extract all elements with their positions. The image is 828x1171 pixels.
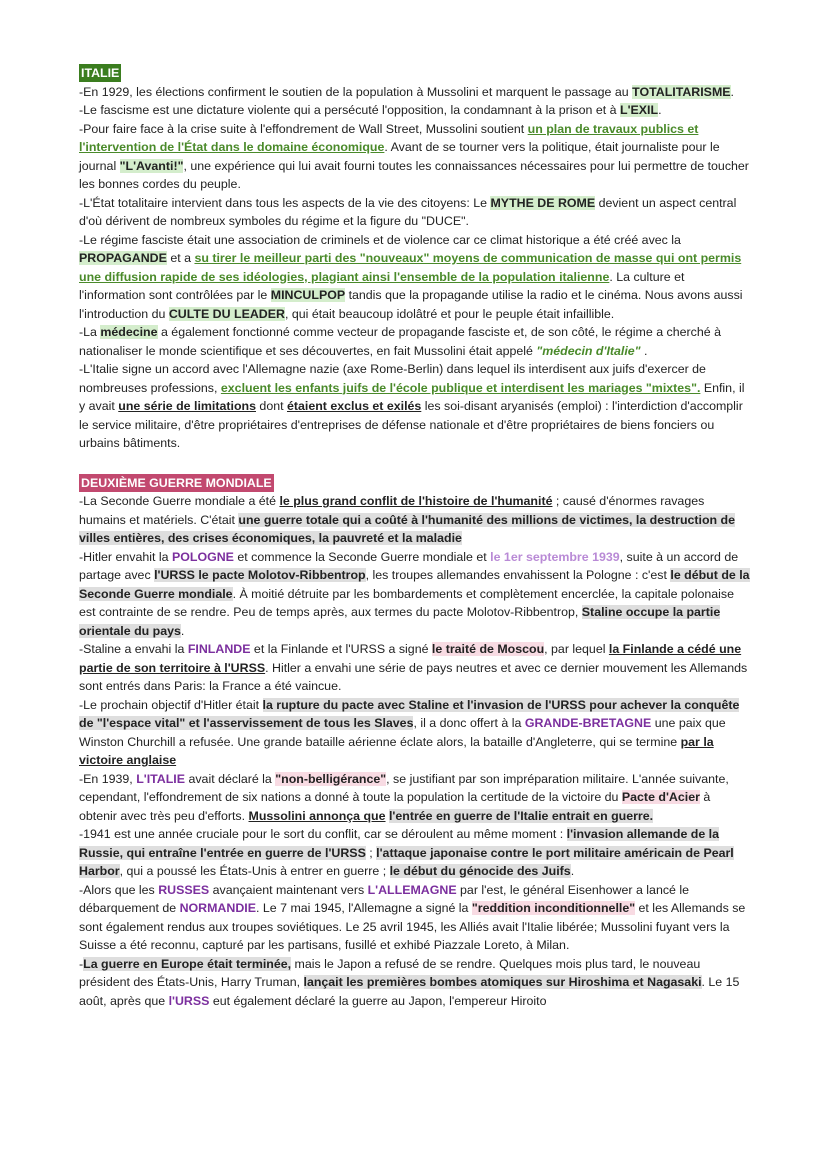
body-text: -1941 est une année cruciale pour le sort du conflit, car se déroulent au même moment :: [79, 827, 567, 841]
paragraph: [79, 323, 751, 360]
body-text: et les Allemands se sont également rendus aux troupes soviétiques. Le 25 avril 1945, les Alliés avait l'Italie libérée; Mussolini fuyant vers la Suisse a été reconnu, capturé par les partisans, fusillé et exhibé Piazzale Loreto, à Milan.: [79, 901, 746, 952]
body-text: -Le régime fasciste était une association de criminels et de violence car ce climat historique a été créé avec la: [79, 232, 681, 247]
emphasis-text: L'EXIL: [620, 103, 659, 117]
paragraph: [79, 101, 751, 120]
emphasis-text: "médecin d'Italie": [536, 343, 641, 358]
body-text: a également fonctionné comme vecteur de propagande fasciste et, de son côté, le régime a cherché à nationaliser le monde scientifique et ses découvertes, en fait Mussolini était appelé: [79, 325, 721, 358]
body-text: .: [180, 623, 185, 638]
body-text: -L'Italie signe un accord avec l'Allemagne nazie (axe Rome-Berlin) dans lequel ils interdisent aux juifs d'exercer de nombreuses professions,: [79, 362, 706, 395]
body-text: . Le 15 août, après que: [79, 975, 740, 1008]
paragraph: [79, 955, 751, 1011]
body-text: . Le 7 mai 1945, l'Allemagne a signé la: [256, 901, 472, 915]
body-text: , se justifiant par son impréparation militaire. L'année suivante, cependant, l'effondrement de six nations a donné à toute la population la certitude de la victoire du: [79, 771, 729, 804]
emphasis-text: L'ALLEMAGNE: [367, 882, 457, 897]
body-text: , qui était beaucoup idolâtré et pour le peuple était infaillible.: [284, 306, 615, 321]
emphasis-text: l'invasion allemande de la Russie, qui entraîne l'entrée en guerre de l'URSS: [79, 827, 720, 860]
body-text: -Le fascisme est une dictature violente qui a persécuté l'opposition, la condamnant à la prison et à: [79, 103, 620, 117]
body-text: -En 1939,: [79, 771, 137, 786]
body-text: avait déclaré la: [185, 771, 276, 786]
body-text: -: [79, 956, 84, 971]
emphasis-text: MYTHE DE ROME: [490, 195, 596, 210]
emphasis-text: excluent les enfants juifs de l'école publique et interdisent les mariages "mixtes".: [220, 380, 701, 395]
emphasis-text: "non-belligérance": [275, 771, 387, 786]
body-text: ; causé d'énormes ravages humains et matériels. C'était: [79, 494, 705, 527]
body-text: -Alors que les: [79, 882, 159, 897]
emphasis-text: CULTE DU LEADER: [168, 306, 285, 321]
body-text: .: [658, 103, 662, 117]
body-text: et a: [166, 251, 195, 265]
body-text: par l'est, le général Eisenhower a lancé le débarquement de: [79, 882, 690, 915]
emphasis-text: Mussolini annonça que: [248, 808, 386, 823]
section-title-italie: ITALIE: [81, 66, 120, 80]
body-text: avançaient maintenant vers: [209, 882, 368, 897]
emphasis-text: L'ITALIE: [136, 771, 186, 786]
emphasis-text: lançait les premières bombes atomiques sur Hiroshima et Nagasaki: [303, 975, 702, 989]
emphasis-text: le début de la Seconde Guerre mondiale: [79, 568, 750, 601]
body-text: .: [570, 864, 575, 878]
body-text: , les troupes allemandes envahissent la Pologne : c'est: [365, 568, 671, 582]
emphasis-text: une série de limitations: [118, 399, 256, 413]
body-text: -En 1929, les élections confirment le soutien de la population à Mussolini et marquent le passage au: [79, 84, 633, 99]
body-text: ".: [461, 214, 469, 228]
section-body-deuxieme-guerre: [79, 492, 751, 1010]
emphasis-text: le traité de Moscou: [431, 642, 545, 656]
body-text: et commence la Seconde Guerre mondiale et: [233, 549, 491, 564]
body-text: devient un aspect central d'où dérivent de nombreux symboles du régime et la figure du ": [79, 195, 737, 228]
body-text: , par lequel: [544, 642, 609, 656]
body-text: .: [730, 84, 734, 99]
body-text: -Hitler envahit la: [79, 549, 172, 564]
paragraph: [79, 881, 751, 955]
paragraph: [79, 825, 751, 881]
emphasis-text: l'entrée en guerre de l'Italie entrait en guerre.: [388, 808, 654, 823]
section-spacer: [79, 453, 751, 474]
body-text: -Pour faire face à la crise suite à l'effondrement de Wall Street, Mussolini soutient: [79, 121, 528, 136]
emphasis-text: une guerre totale qui a coûté à l'humanité des millions de victimes, la destruction de villes entières, des crises économiques, la pauvreté et la maladie: [79, 512, 736, 545]
emphasis-text: TOTALITARISME: [632, 84, 731, 99]
body-text: , il a donc offert à la: [413, 716, 525, 730]
body-text: . La culture et l'information sont contrôlées par le: [79, 269, 685, 302]
section-title-deuxieme-guerre: DEUXIÈME GUERRE MONDIALE: [81, 475, 272, 490]
emphasis-text: l'URSS: [168, 993, 210, 1008]
emphasis-text: Pacte d'Acier: [621, 790, 700, 804]
emphasis-text: GRANDE-BRETAGNE: [524, 716, 652, 730]
body-text: dont: [255, 399, 287, 413]
paragraph: [79, 696, 751, 770]
emphasis-text: "L'Avanti!": [119, 158, 184, 173]
body-text: ;: [365, 845, 377, 860]
paragraph: [79, 83, 751, 102]
emphasis-text: étaient exclus et exilés: [287, 399, 422, 413]
body-text: tandis que la propagande utilise la radio et le cinéma. Nous avons aussi l'introduction du: [79, 288, 743, 321]
body-text: . À moitié détruite par les bombardements et complètement encerclée, la capitale polonaise est contrainte de se rendre. Peu de temps après, aux termes du pacte Molotov-Ribbentrop,: [79, 586, 734, 619]
emphasis-text: l'URSS le pacte Molotov-Ribbentrop: [154, 568, 366, 582]
section-deuxieme-guerre: [79, 474, 751, 1011]
paragraph: [79, 492, 751, 548]
body-text: Enfin, il y avait: [79, 380, 745, 413]
body-text: eut également déclaré la guerre au Japon, l'empereur Hiroito: [209, 993, 547, 1008]
paragraph: [79, 360, 751, 453]
section-body-italie: [79, 83, 751, 453]
emphasis-text: MINCULPOP: [270, 288, 346, 302]
paragraph: [79, 120, 751, 194]
emphasis-text: RUSSES: [158, 882, 210, 897]
emphasis-text: le 1er septembre 1939: [490, 549, 620, 564]
body-text: , suite à un accord de partage avec: [79, 549, 739, 582]
document-page: [79, 64, 751, 1010]
body-text: -La: [79, 325, 101, 339]
emphasis-text: NORMANDIE: [179, 901, 256, 915]
body-text: . Hitler a envahi une série de pays neutres et avec ce dernier mouvement les Allemands sont entrés dans Paris: la France a été vaincue.: [79, 660, 748, 693]
emphasis-text: POLOGNE: [171, 549, 234, 564]
paragraph: [79, 770, 751, 826]
emphasis-text: FINLANDE: [187, 642, 251, 656]
body-text: et la Finlande et l'URSS a signé: [250, 642, 432, 656]
emphasis-text: par la victoire anglaise: [79, 734, 714, 767]
emphasis-text: PROPAGANDE: [79, 251, 167, 265]
emphasis-text: la rupture du pacte avec Staline et l'invasion de l'URSS pour achever la conquête de "l'espace vital" et l'asservissement de tous les Slaves: [79, 697, 740, 730]
emphasis-text: Staline occupe la partie orientale du pays: [79, 605, 721, 638]
emphasis-text: su tirer le meilleur parti des "nouveaux" moyens de communication de masse qui ont permis une diffusion rapide de ses idéologies, plagiant ainsi l'ensemble de la population italienne: [79, 251, 742, 284]
body-text: , une expérience qui lui avait fourni toutes les connaissances nécessaires pour lui permettre de toucher les bonnes cordes du peuple.: [79, 158, 749, 191]
paragraph: [79, 194, 751, 231]
emphasis-text: le plus grand conflit de l'histoire de l'humanité: [279, 494, 553, 508]
section-italie: [79, 64, 751, 453]
body-text: -Le prochain objectif d'Hitler était: [79, 697, 263, 712]
emphasis-text: la Finlande a cédé une partie de son territoire à l'URSS: [79, 642, 742, 675]
body-text: les soi-disant aryanisés (emploi) : l'interdiction d'accomplir le service militaire, d'être propriétaires d'entreprises de défense nationale et d'être propriétaires de biens fonciers ou urbains bâtiments.: [79, 399, 743, 450]
body-text: -L'État totalitaire intervient dans tous les aspects de la vie des citoyens: Le: [79, 195, 491, 210]
emphasis-text: DUCE: [426, 214, 462, 228]
body-text: mais le Japon a refusé de se rendre. Quelques mois plus tard, le nouveau président des États-Unis, Harry Truman,: [79, 956, 701, 989]
paragraph: [79, 231, 751, 324]
body-text: , qui a poussé les États-Unis à entrer en guerre ;: [119, 864, 390, 878]
emphasis-text: l'attaque japonaise contre le port militaire américain de Pearl Harbor: [79, 845, 734, 878]
emphasis-text: "reddition inconditionnelle": [471, 901, 636, 915]
body-text: -Staline a envahi la: [79, 642, 188, 656]
emphasis-text: La guerre en Europe était terminée,: [83, 956, 292, 971]
paragraph: [79, 548, 751, 641]
emphasis-text: un plan de travaux publics et l'intervention de l'État dans le domaine économique: [79, 121, 699, 154]
paragraph: [79, 640, 751, 696]
emphasis-text: le début du génocide des Juifs: [389, 864, 571, 878]
emphasis-text: médecine: [100, 325, 158, 339]
body-text: à obtenir avec très peu d'efforts.: [79, 790, 711, 823]
body-text: .: [640, 343, 648, 358]
body-text: une paix que Winston Churchill a refusée. Une grande bataille aérienne éclate alors, la bataille d'Angleterre, qui se termine: [79, 716, 726, 749]
body-text: -La Seconde Guerre mondiale a été: [79, 494, 280, 508]
body-text: . Avant de se tourner vers la politique, était journaliste pour le journal: [79, 140, 720, 173]
